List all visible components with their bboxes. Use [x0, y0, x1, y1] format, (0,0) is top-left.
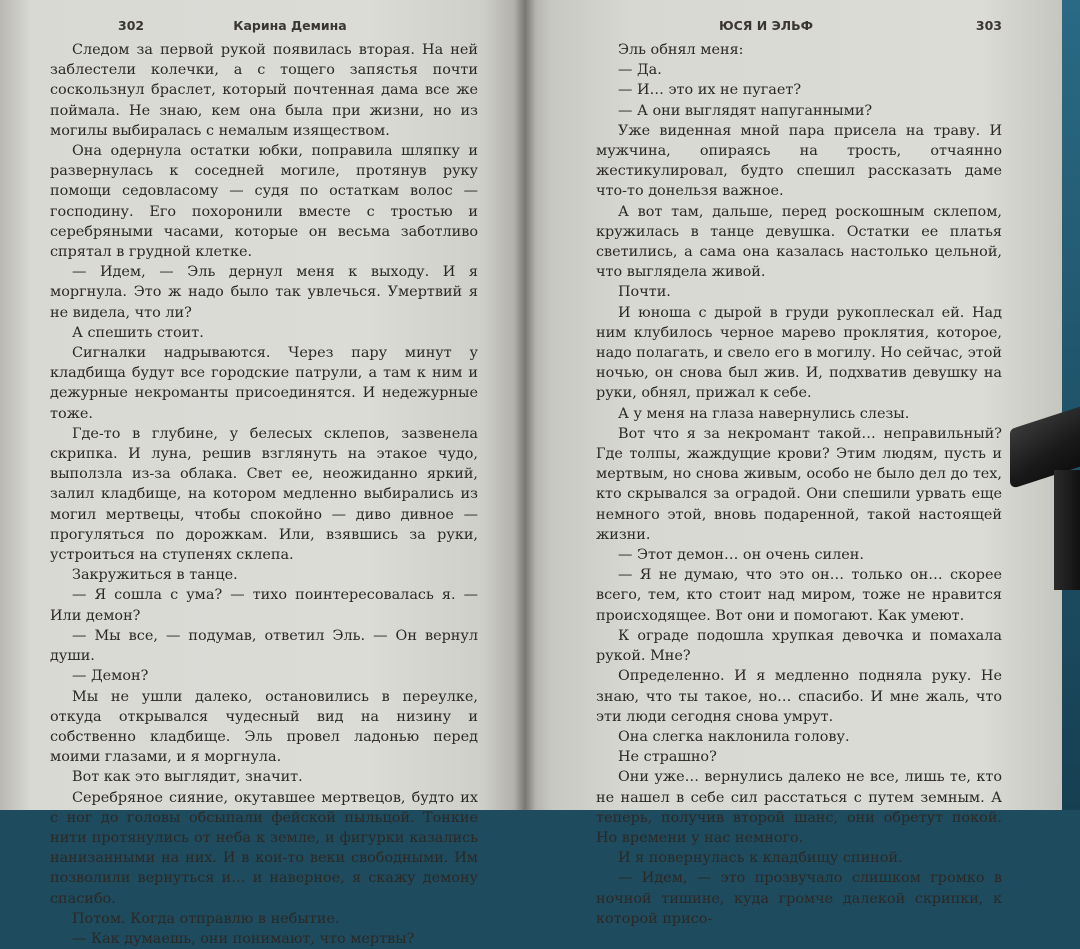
paragraph: Определенно. И я медленно подняла руку. Не знаю, что ты такое, но… спасибо. И мне жаль, что эти люди сегодня снова умрут.: [596, 668, 1002, 725]
paragraph: Серебряное сияние, окутавшее мертвецов, будто их с ног до головы обсыпали фейской пыльцой. Тонкие нити протянулись от неба к земле, и фигурки казались нанизанными на них. И в кои-то веки свободными. Им позволили вернуться и… и наверное, я скажу демону спасибо.: [50, 789, 478, 907]
right-page-number: 303: [975, 18, 1002, 33]
paragraph: Потом. Когда отправлю в небытие.: [72, 910, 340, 927]
paragraph: — Мы все, — подумав, ответил Эль. — Он вернул души.: [50, 627, 478, 665]
left-page-number: 302: [118, 18, 145, 33]
paragraph: Уже виденная мной пара присела на траву. И мужчина, опираясь на трость, отчаянно жестикулировал, будто спешил рассказать даме что-то донельзя важное.: [596, 122, 1002, 200]
book-gutter-shadow: [514, 0, 536, 810]
paragraph: — Как думаешь, они понимают, что мертвы?: [72, 930, 415, 947]
left-page: [0, 0, 524, 947]
paragraph: — Этот демон… он очень силен.: [618, 547, 864, 564]
paragraph: Сигналки надрываются. Через пару минут у кладбища будут все городские патрули, а там к ним и дежурные некроманты присоединятся. И недежурные тоже.: [50, 345, 478, 422]
paragraph: А у меня на глаза навернулись слезы.: [618, 405, 910, 422]
paragraph: — Идем, — Эль дернул меня к выходу. И я моргнула. Это ж надо было так увлечься. Умертвий я не видела, что ли?: [50, 264, 478, 321]
paragraph: Где-то в глубине, у белесых склепов, зазвенела скрипка. И луна, решив взглянуть на этакое чудо, выползла из-за облака. Свет ее, неожиданно яркий, залил кладбище, на котором медленно выбирались из могил мертвецы, чтобы спокойно — диво дивное — прогуляться по дорожкам. Или, взявшись за руки, устроиться на ступенях склепа.: [50, 425, 478, 564]
right-page-text: [596, 40, 1002, 929]
paragraph: И я повернулась к кладбищу спиной.: [618, 850, 903, 867]
right-running-title: ЮСЯ И ЭЛЬФ: [718, 18, 814, 33]
paragraph: Мы не ушли далеко, остановились в переулке, откуда открывался чудесный вид на низину и собственно кладбище. Эль провел ладонью перед моими глазами, и я моргнула.: [50, 688, 478, 766]
paragraph: — И… это их не пугает?: [618, 82, 802, 99]
paragraph: Вот что я за некромант такой… неправильный? Где толпы, жаждущие крови? Этим людям, пусть и мертвым, но снова живым, особо не было дел до тех, кто скрывался за оградой. Они спешили урвать еще немного этой, вновь подаренной, такой настоящей жизни.: [596, 425, 1002, 543]
left-page-header: [50, 14, 478, 40]
paragraph: Не страшно?: [618, 749, 717, 766]
paragraph: А спешить стоит.: [72, 324, 204, 341]
paragraph: — Идем, — это прозвучало слишком громко в ночной тишине, куда громче далекой скрипки, к которой присо-: [596, 870, 1002, 927]
paragraph: Закружиться в танце.: [72, 567, 238, 584]
paragraph: Эль обнял меня:: [618, 42, 744, 58]
paragraph: Почти.: [618, 284, 671, 301]
paragraph: Они уже… вернулись далеко не все, лишь те, кто не нашел в себе сил расстаться с путем земным. А теперь, получив второй шанс, они обретут покой. Но времени у нас немного.: [596, 769, 1002, 846]
paragraph: — А они выглядят напуганными?: [618, 102, 873, 119]
paragraph: Следом за первой рукой появилась вторая. На ней заблестели колечки, а с тощего запястья почти соскользнул браслет, который почтенная дама все же поймала. Не знаю, кем она была при жизни, но из могилы выбиралась с немалым изяществом.: [50, 42, 478, 139]
paragraph: Она слегка наклонила голову.: [618, 728, 850, 745]
paragraph: И юноша с дырой в груди рукоплескал ей. Над ним клубилось черное марево проклятия, которое, надо полагать, и свело его в могилу. Но сейчас, этой ночью, он снова был жив. И, подхватив девушку на руки, обнял, прижал к себе.: [596, 304, 1002, 402]
paragraph: — Я не думаю, что это он… только он… скорее всего, тем, кто стоит над миром, тоже не нравится происходящее. Вот они и помогают. Как умеют.: [596, 567, 1002, 624]
paragraph: — Да.: [618, 62, 662, 79]
paragraph: Вот как это выглядит, значит.: [72, 769, 303, 786]
left-page-text: [50, 40, 478, 949]
paragraph: К ограде подошла хрупкая девочка и помахала рукой. Мне?: [596, 627, 1002, 665]
binder-clip-arm: [1054, 470, 1080, 590]
right-page: [524, 0, 1062, 927]
paragraph: А вот там, дальше, перед роскошным склепом, кружилась в танце девушка. Остатки ее платья светились, а сама она казалась настолько цельной, что выглядела живой.: [596, 203, 1002, 281]
left-running-title: Карина Демина: [233, 18, 347, 33]
paragraph: — Демон?: [72, 668, 149, 685]
right-page-header: [596, 14, 1002, 40]
paragraph: — Я сошла с ума? — тихо поинтересовалась я. — Или демон?: [50, 587, 478, 624]
paragraph: Она одернула остатки юбки, поправила шляпку и развернулась к соседней могиле, протянув руку помощи седовласому — судя по остаткам волос — господину. Его похоронили вместе с тростью и серебряными часами, которые он весьма заботливо спрятал в грудной клетке.: [50, 143, 478, 261]
